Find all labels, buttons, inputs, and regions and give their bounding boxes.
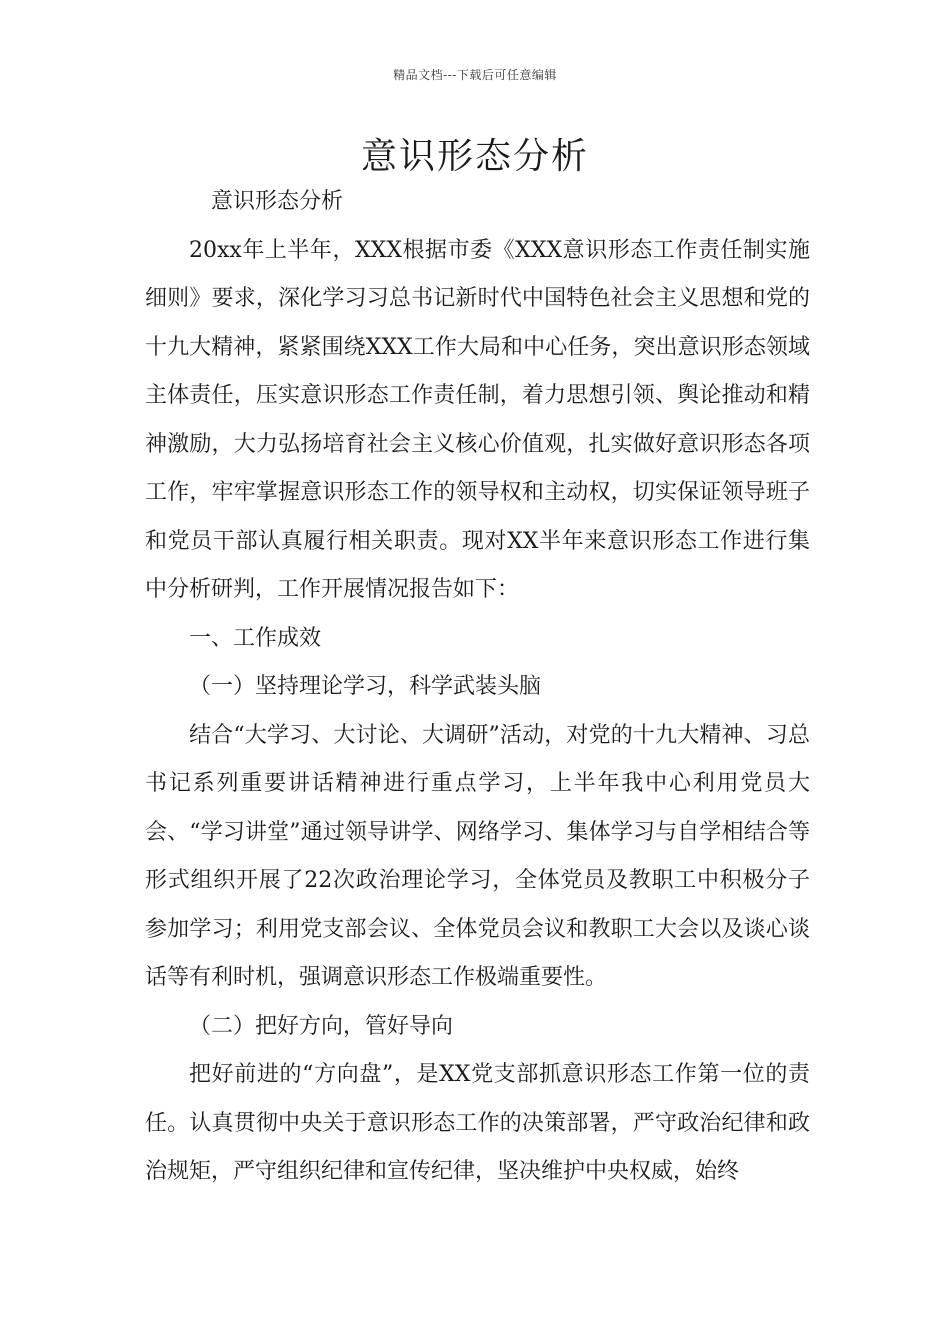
document-subtitle: 意识形态分析 bbox=[211, 189, 344, 214]
paragraph-intro: 20xx年上半年，XXX根据市委《XXX意识形态工作责任制实施细则》要求，深化学习习总书记新时代中国特色社会主义思想和党的十九大精神，紧紧围绕XXX工作大局和中心任务，突出意识形态领域主体责任，压实意识形态工作责任制，着力思想引领、舆论推动和精神激励，大力弘扬培育社会主义核心价值观，扎实做好意识形态各项工作，牢牢掌握意识形态工作的领导权和主动权，切实保证领导班子和党员干部认真履行相关职责。现对XX半年来意识形态工作进行集中分析研判，工作开展情况报告如下： bbox=[145, 237, 810, 602]
header-note: 精品文档---下载后可任意编辑 bbox=[393, 68, 557, 82]
paragraph-direction: 把好前进的“方向盘”，是XX党支部抓意识形态工作第一位的责任。认真贯彻中央关于意识形态工作的决策部署，严守政治纪律和政治规矩，严守组织纪律和宣传纪律，坚决维护中央权威，始终 bbox=[145, 1062, 810, 1184]
subsection-heading-theory-study: （一）坚持理论学习，科学武装头脑 bbox=[189, 674, 542, 699]
subsection-heading-direction: （二）把好方向，管好导向 bbox=[189, 1013, 454, 1039]
document-title: 意识形态分析 bbox=[360, 136, 589, 177]
document-body bbox=[145, 178, 810, 1197]
paragraph-theory-study: 结合“大学习、大讨论、大调研”活动，对党的十九大精神、习总书记系列重要讲话精神进行重点学习，上半年我中心利用党员大会、“学习讲堂”通过领导讲学、网络学习、集体学习与自学相结合等形式组织开展了22次政治理论学习，全体党员及教职工中积极分子参加学习；利用党支部会议、全体党员会议和教职工大会以及谈心谈话等有利时机，强调意识形态工作极端重要性。 bbox=[145, 722, 810, 990]
section-heading-achievements: 一、工作成效 bbox=[189, 625, 322, 651]
